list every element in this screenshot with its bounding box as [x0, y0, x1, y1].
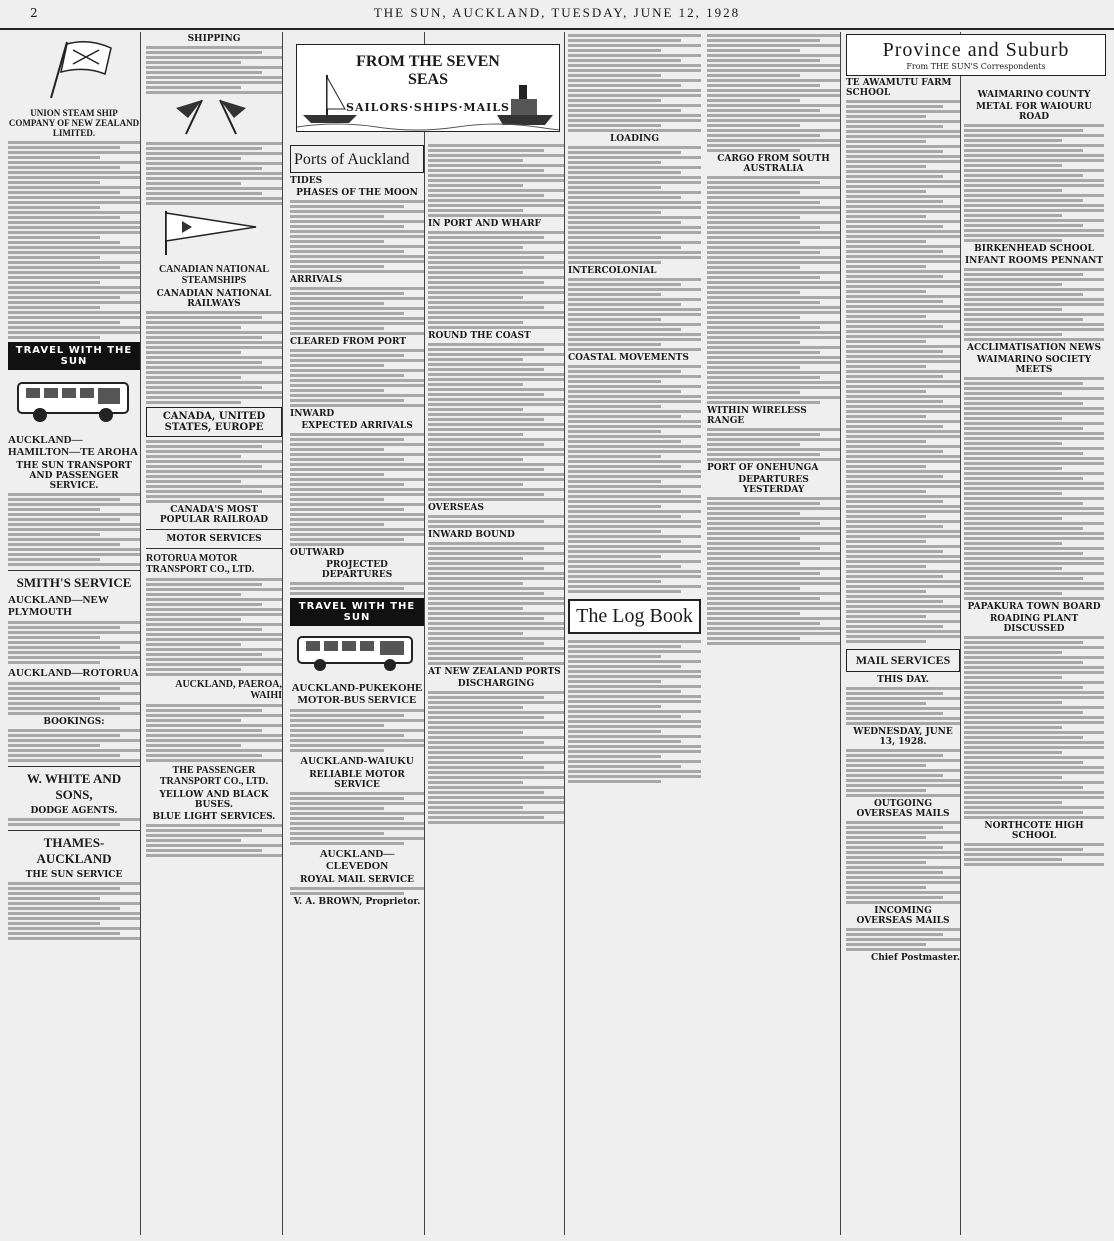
- bus-icon: [8, 373, 138, 427]
- departures-heading: PROJECTED DEPARTURES: [321, 560, 393, 580]
- white-sons: W. WHITE AND SONS,: [26, 771, 122, 802]
- ports-box: [290, 145, 424, 173]
- wednesday-heading: WEDNESDAY, JUNE 13, 1928.: [853, 727, 953, 747]
- mail-services-title: MAIL SERVICES: [855, 653, 951, 667]
- flags-icon: [146, 96, 276, 136]
- northcote-heading: NORTHCOTE HIGH SCHOOL: [984, 821, 1084, 841]
- proprietor: V. A. BROWN, Proprietor.: [293, 897, 421, 907]
- expected-heading: EXPECTED ARRIVALS: [301, 421, 413, 431]
- log-book-box: [568, 599, 701, 634]
- outgoing-heading: OUTGOING OVERSEAS MAILS: [856, 799, 950, 819]
- bus-icon-2: [290, 629, 420, 675]
- mail-services-box: [846, 649, 960, 672]
- intercolonial-heading: INTERCOLONIAL: [568, 266, 657, 276]
- overseas-heading: OVERSEAS: [428, 503, 484, 513]
- travel-banner-2: TRAVEL WITH THE SUN: [290, 598, 424, 626]
- canadian-steamships: CANADIAN NATIONAL STEAMSHIPS: [158, 264, 270, 286]
- column-5-right: [707, 32, 840, 1235]
- this-day: THIS DAY.: [877, 675, 929, 685]
- onehunga-heading: PORT OF ONEHUNGA: [707, 463, 819, 473]
- waimarino-heading: WAIMARINO COUNTY: [977, 90, 1091, 100]
- nz-ports-heading: AT NEW ZEALAND PORTS: [428, 667, 561, 677]
- column-5: [568, 32, 841, 1235]
- te-awamutu-heading: TE AWAMUTU FARM SCHOOL: [846, 78, 952, 98]
- inward-bound-heading: INWARD BOUND: [428, 530, 515, 540]
- thames-auckland: THAMES-AUCKLAND: [36, 835, 112, 866]
- discharging-heading: DISCHARGING: [457, 679, 535, 689]
- white-sons-sub: DODGE AGENTS.: [30, 806, 118, 816]
- postmaster: Chief Postmaster.: [871, 953, 960, 963]
- clevedon-heading: AUCKLAND—CLEVEDON: [319, 848, 395, 872]
- bookings-heading: BOOKINGS:: [43, 717, 105, 727]
- page-number: 2: [30, 6, 38, 20]
- motor-services-heading: MOTOR SERVICES: [166, 534, 262, 544]
- column-5-left: [568, 32, 701, 1235]
- route-new-plymouth: AUCKLAND—NEW PLYMOUTH: [8, 594, 109, 618]
- cleared-heading: CLEARED FROM PORT: [290, 337, 407, 347]
- passenger-transport: THE PASSENGER TRANSPORT CO., LTD.: [159, 765, 269, 787]
- plant-heading: ROADING PLANT DISCUSSED: [989, 614, 1079, 634]
- birkenhead-heading: BIRKENHEAD SCHOOL: [974, 244, 1094, 254]
- waiuku-heading: AUCKLAND-WAIUKU: [300, 755, 414, 767]
- province-sub: From THE SUN'S Correspondents: [906, 62, 1046, 71]
- ports-title: Ports of Auckland: [294, 151, 410, 168]
- yellow-black-buses: YELLOW AND BLACK BUSES.: [159, 790, 269, 810]
- travel-banner: TRAVEL WITH THE SUN: [8, 342, 140, 370]
- company-name: UNION STEAM SHIP COMPANY OF NEW ZEALAND LIMITED.: [8, 108, 140, 138]
- aroha-paeroa: AUCKLAND, PAEROA, WAIHI: [175, 679, 282, 701]
- dep-yesterday: DEPARTURES YESTERDAY: [738, 475, 809, 495]
- shipping-heading: SHIPPING: [187, 34, 241, 44]
- acclimatisation-heading: ACCLIMATISATION NEWS: [967, 343, 1101, 353]
- column-4: [428, 32, 565, 1235]
- masthead-title: THE SUN, AUCKLAND, TUESDAY, JUNE 12, 1928: [373, 5, 741, 20]
- province-title: Province and Suburb: [882, 39, 1070, 61]
- metal-heading: METAL FOR WAIOURU ROAD: [975, 102, 1093, 122]
- column-2: [146, 32, 283, 1235]
- papakura-heading: PAPAKURA TOWN BOARD: [967, 602, 1101, 612]
- cargo-heading: CARGO FROM SOUTH AUSTRALIA: [717, 154, 830, 174]
- seven-seas-title: FROM THE SEVEN SEAS: [356, 53, 500, 88]
- column-1: [8, 32, 141, 1235]
- smith-service: SMITH'S SERVICE: [16, 575, 132, 590]
- canadian-railways: CANADIAN NATIONAL RAILWAYS: [156, 289, 272, 309]
- coastal-heading: COASTAL MOVEMENTS: [568, 353, 689, 363]
- royal-mail: ROYAL MAIL SERVICE: [300, 875, 414, 885]
- outward-heading: OUTWARD: [290, 548, 345, 558]
- inward-heading: INWARD: [290, 409, 335, 419]
- canada-box: CANADA, UNITED STATES, EUROPE: [146, 407, 282, 437]
- ad-text: [8, 141, 140, 339]
- society-heading: WAIMARINO SOCIETY MEETS: [976, 355, 1092, 375]
- blue-light: BLUE LIGHT SERVICES.: [152, 812, 276, 822]
- infant-heading: INFANT ROOMS PENNANT: [964, 256, 1104, 266]
- wireless-heading: WITHIN WIRELESS RANGE: [707, 406, 807, 426]
- seven-seas-sub: SAILORS·SHIPS·MAILS: [346, 101, 510, 114]
- flag-icon: [29, 38, 119, 102]
- tides-heading: TIDES: [290, 176, 323, 186]
- log-book-title: The Log Book: [568, 599, 701, 634]
- column-6: [846, 32, 961, 1235]
- route-rotorua: AUCKLAND—ROTORUA: [8, 667, 139, 679]
- round-coast-heading: ROUND THE COAST: [428, 331, 531, 341]
- in-port-heading: IN PORT AND WHARF: [428, 219, 541, 229]
- arrivals-heading: ARRIVALS: [290, 275, 343, 285]
- route-hamilton: AUCKLAND—HAMILTON—TE AROHA: [8, 434, 138, 458]
- route-hamilton-sub: THE SUN TRANSPORT AND PASSENGER SERVICE.: [16, 461, 132, 491]
- incoming-heading: INCOMING OVERSEAS MAILS: [856, 906, 950, 926]
- column-7: [964, 32, 1104, 1235]
- flag-illustration: [8, 35, 140, 105]
- pukekohe-heading: AUCKLAND-PUKEKOHE MOTOR-BUS SERVICE: [291, 682, 423, 706]
- pennant-icon: [146, 207, 276, 257]
- loading-heading: LOADING: [609, 134, 660, 144]
- reliable-heading: RELIABLE MOTOR SERVICE: [309, 770, 405, 790]
- popular-railroad: CANADA'S MOST POPULAR RAILROAD: [159, 505, 269, 525]
- rotorua-transport: ROTORUA MOTOR TRANSPORT CO., LTD.: [146, 553, 255, 575]
- moon-heading: PHASES OF THE MOON: [296, 188, 418, 198]
- page-header: [0, 0, 1114, 30]
- thames-sub: THE SUN SERVICE: [25, 870, 123, 880]
